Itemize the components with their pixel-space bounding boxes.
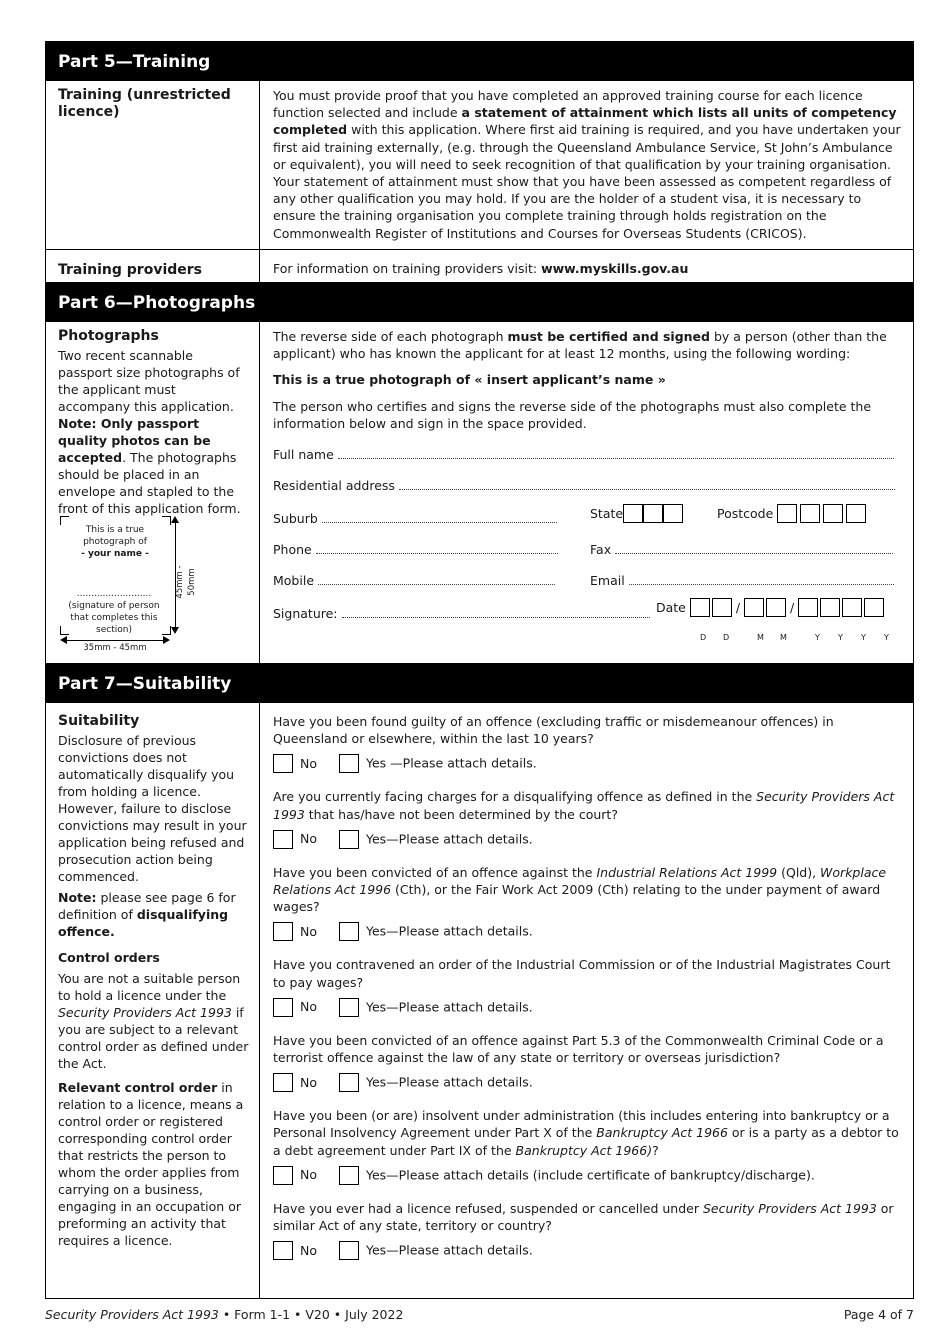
answer-options — [273, 1163, 903, 1194]
training-text: You must provide proof that you have completed an approved training course for each licence function selected and include a statement of attainment which lists all units of competency completed with this application. Where first aid training is required, and you have undertaken your first aid training externally, (e.g. through the Queensland Ambulance Service, St John’s Ambulance or equivalent), you will need to seek recognition of that qualification by your training organisation. Your statement of attainment must show that you have been assessed as competent regardless of any other qualification you may hold. If you are the holder of a student visa, it is necessary to ensure the training organisation you complete training through holds registration on the Commonwealth Register of Institutions and Courses for Overseas Students (CRICOS). — [273, 88, 901, 241]
yes-label: Yes—Please attach details. — [366, 1074, 533, 1090]
answer-options — [273, 827, 903, 858]
yes-label: Yes —Please attach details. — [366, 755, 537, 771]
mobile-field[interactable]: Mobile — [273, 572, 555, 588]
suitability-note: Note: please see page 6 for definition of disqualifying offence. — [58, 890, 236, 939]
suitability-text: Disclosure of previous convictions does not automatically disqualify you from holding a licence. However, failure to disclose convictions may result in your application being refused and prosecution action being commenced. — [58, 733, 247, 884]
question-text: Have you been found guilty of an offence (excluding traffic or misdemeanour offences) in Queensland or elsewhere, within the last 10 years? — [273, 714, 834, 747]
answer-options — [273, 1070, 903, 1101]
question-block — [273, 1107, 903, 1194]
fax-field[interactable]: Fax — [590, 541, 893, 557]
photographs-title: Photographs — [58, 328, 159, 344]
photo-width-label: 35mm - 45mm — [83, 643, 147, 653]
providers-link[interactable]: www.myskills.gov.au — [541, 261, 689, 276]
photo-diagram: This is a true photograph of - your name - .......................... (signature of person that completes this section) 45mm - 50mm 35mm - 45mm — [60, 516, 190, 656]
no-label: No — [300, 1074, 317, 1090]
yes-label: Yes—Please attach details. — [366, 831, 533, 847]
certifier-instructions: The person who certifies and signs the reverse side of the photographs must also complete the information below and sign in the space provided. — [273, 398, 872, 431]
page-footer — [45, 1307, 914, 1322]
yes-label: Yes—Please attach details (include certificate of bankruptcy/discharge). — [366, 1167, 815, 1183]
phone-field[interactable]: Phone — [273, 541, 558, 557]
footer-form-info: Security Providers Act 1993 • Form 1-1 • V20 • July 2022 — [45, 1307, 404, 1322]
state-field[interactable]: State — [590, 504, 683, 520]
yes-checkbox[interactable] — [339, 830, 359, 849]
control-orders-text: You are not a suitable person to hold a licence under the Security Providers Act 1993 if you are subject to a relevant control order as defined under the Act. — [58, 971, 249, 1071]
suitability-questions — [260, 703, 913, 1298]
providers-row — [45, 250, 914, 282]
question-block — [273, 864, 903, 951]
relevant-control-order-text: Relevant control order in relation to a licence, means a control order or registered corresponding control order that restricts the person to whom the order applies from carrying on a business, engaging in an occupation or preforming an activity that requires a licence. — [58, 1080, 244, 1248]
question-text: Are you currently facing charges for a disqualifying offence as defined in the Security Providers Act 1993 that has/have not been determined by the court? — [273, 789, 895, 822]
residential-address-field[interactable]: Residential address — [273, 477, 895, 493]
signature-field[interactable]: Signature: — [273, 605, 650, 621]
question-block — [273, 956, 903, 1025]
no-checkbox[interactable] — [273, 830, 293, 849]
certify-text: The reverse side of each photograph must be certified and signed by a person (other than the applicant) who has known the applicant for at least 12 months, using the following wording: — [273, 329, 887, 362]
email-field[interactable]: Email — [590, 572, 894, 588]
no-label: No — [300, 923, 317, 939]
no-checkbox[interactable] — [273, 922, 293, 941]
yes-checkbox[interactable] — [339, 754, 359, 773]
no-label: No — [300, 1167, 317, 1183]
yes-checkbox[interactable] — [339, 1073, 359, 1092]
certify-wording: This is a true photograph of « insert applicant’s name » — [273, 372, 666, 388]
yes-checkbox[interactable] — [339, 1166, 359, 1185]
control-orders-title: Control orders — [58, 950, 160, 965]
question-text: Have you ever had a licence refused, suspended or cancelled under Security Providers Act 1993 or similar Act of any state, territory or country? — [273, 1200, 894, 1234]
no-checkbox[interactable] — [273, 754, 293, 773]
training-row — [45, 81, 914, 250]
date-letters: D D M M Y Y Y Y — [700, 633, 889, 642]
no-label: No — [300, 755, 317, 771]
yes-checkbox[interactable] — [339, 922, 359, 941]
no-label: No — [300, 831, 317, 847]
photographs-instructions: Two recent scannable passport size photographs of the applicant must accompany this application. Note: Only passport quality photos can be accepted. The photographs should be placed in an envelope and stapled to the front of this application form. — [58, 348, 241, 516]
question-block — [273, 788, 903, 857]
question-block — [273, 1032, 903, 1101]
providers-text: For information on training providers visit: www.myskills.gov.au — [273, 261, 689, 276]
yes-label: Yes—Please attach details. — [366, 999, 533, 1015]
yes-label: Yes—Please attach details. — [366, 923, 533, 939]
part5-header: Part 5—Training — [45, 41, 914, 81]
answer-options — [273, 919, 903, 950]
question-text: Have you contravened an order of the Industrial Commission or of the Industrial Magistrates Court to pay wages? — [273, 957, 891, 990]
question-text: Have you been (or are) insolvent under administration (this includes entering into bankruptcy or a Personal Insolvency Agreement under Part X of the Bankruptcy Act 1966 or is a party as a debtor to a debt agreement under Part IX of the Bankruptcy Act 1966)? — [273, 1108, 899, 1158]
providers-label: Training providers — [58, 262, 203, 278]
date-field[interactable]: Date / / — [656, 598, 884, 614]
part7-header: Part 7—Suitability — [45, 663, 914, 703]
yes-checkbox[interactable] — [339, 998, 359, 1017]
full-name-field[interactable]: Full name — [273, 446, 894, 462]
question-block — [273, 713, 903, 782]
question-text: Have you been convicted of an offence against the Industrial Relations Act 1999 (Qld), Workplace Relations Act 1996 (Cth), or the Fair Work Act 2009 (Cth) relating to the under payment of award wages? — [273, 864, 887, 915]
form-page — [45, 41, 914, 1299]
part6-header: Part 6—Photographs — [45, 282, 914, 322]
no-checkbox[interactable] — [273, 998, 293, 1017]
answer-options — [273, 995, 903, 1026]
suitability-title: Suitability — [58, 713, 140, 729]
width-arrow-icon — [62, 640, 168, 641]
answer-options — [273, 751, 903, 782]
photo-height-label: 45mm - 50mm — [175, 565, 197, 599]
page-number: Page 4 of 7 — [843, 1307, 914, 1322]
suitability-row — [45, 703, 914, 1299]
no-label: No — [300, 999, 317, 1015]
no-checkbox[interactable] — [273, 1073, 293, 1092]
suburb-field[interactable]: Suburb — [273, 510, 557, 526]
answer-options — [273, 1238, 903, 1269]
no-label: No — [300, 1242, 317, 1258]
photographs-row — [45, 322, 914, 663]
no-checkbox[interactable] — [273, 1241, 293, 1260]
postcode-field[interactable]: Postcode — [717, 504, 866, 520]
yes-checkbox[interactable] — [339, 1241, 359, 1260]
question-block — [273, 1200, 903, 1269]
training-label: Training (unrestricted licence) — [58, 87, 231, 120]
yes-label: Yes—Please attach details. — [366, 1242, 533, 1258]
question-text: Have you been convicted of an offence against Part 5.3 of the Commonwealth Criminal Code or a terrorist offence against the law of any state or territory or overseas jurisdiction? — [273, 1032, 884, 1066]
no-checkbox[interactable] — [273, 1166, 293, 1185]
